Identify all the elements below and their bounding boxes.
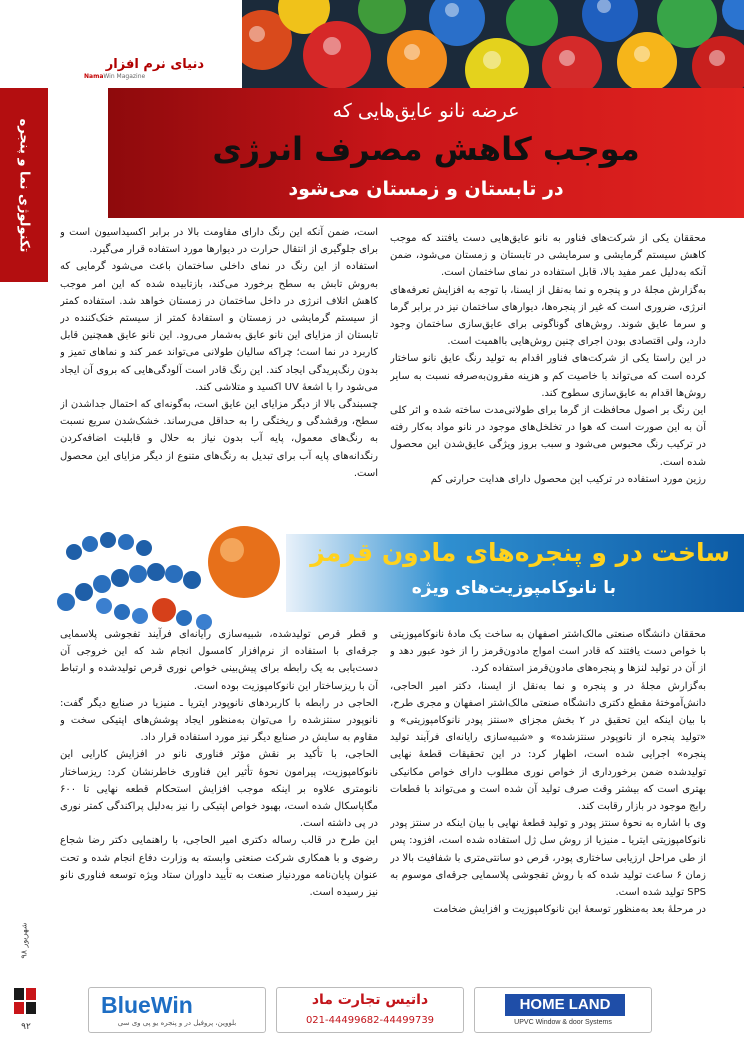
article1-title: موجب کاهش مصرف انرژی bbox=[212, 130, 640, 168]
page-number: ۹۲ bbox=[21, 1022, 31, 1032]
bluewin-tagline: بلووین، پروفیل در و پنجره یو پی وی سی bbox=[117, 1019, 237, 1027]
issue-date-label: شهریور ۹۸ bbox=[19, 921, 29, 959]
nanocomposite-molecule-image bbox=[44, 522, 294, 634]
paragraph: چسبندگی بالا از دیگر مزایای این عایق است، به‌گونه‌ای که احتمال جداشدن از سطح، ورقشدگی و ریختگی را به حداقل می‌رساند. خشک‌شدن سریع نسبت به رنگ‌های معمول، پایه آب بدون نیاز به حلال و قابلیت اضافه‌کردن رنگدانه‌های پایه آب برای تبدیل به رنگ‌های متنوع از دیگر مزایای این محصول است. bbox=[60, 399, 378, 479]
section-sidebar-label bbox=[0, 88, 48, 282]
paragraph: این رنگ بر اصول محافظت از گرما برای طولانی‌مدت ساخته شده و اثر کلی آن به این صورت است که هوا در تخلخل‌های موجود در نانو مواد به‌کار رفته در ترکیب رنگ محبوس می‌شود و سبب بروز ویژگی عایق‌شدن این محصول شده است. bbox=[390, 405, 706, 468]
footer-ads bbox=[60, 987, 744, 1035]
bluewin-logo: BlueWin bbox=[101, 992, 193, 1018]
magazine-mark-icon bbox=[10, 986, 40, 1018]
article1-subtitle: در تابستان و زمستان می‌شود bbox=[288, 178, 564, 200]
homeland-logo: HOME LAND bbox=[505, 994, 625, 1016]
paragraph: است، ضمن آنکه این رنگ دارای مقاومت بالا در برابر اکسیداسیون است و برای جلوگیری از انتقال حرارت در دیوارها مورد استفاده قرار می‌گیرد. bbox=[60, 227, 378, 256]
paragraph: وی با اشاره به نحوۀ سنتز پودر و تولید قطعۀ نهایی با بیان اینکه در سنتز پودر نانوکامپوزیتی ایتریا ـ منیزیا از روش سل ژل استفاده شده است، افزود: پس از طی مراحل ارزیابی ساختاری پودر، قرص دو سانتی‌متری با شفافیت بالا در زمان ۶ ساعت تولید شده که با روش تفجوشی پلاسمایی جرقه‌ای موسوم به SPS تولید شده است. bbox=[390, 818, 706, 899]
paragraph: و قطر قرص تولیدشده، شبیه‌سازی رایانه‌ای فرآیند تفجوشی پلاسمایی جرقه‌ای با استفاده از نرم‌افزار کامسول انجام شد که این خروجی آن دست‌یابی به یک رابطه برای پیش‌بینی خواص نوری قرص تولیدشده و ارتباط آن با ریزساختار این نانوکامپوزیت بوده است. bbox=[60, 629, 378, 692]
article2-column-left bbox=[60, 626, 378, 981]
article1-kicker: عرضه نانو عایق‌هایی که bbox=[332, 100, 520, 122]
sidebar-label: تکنولوژی نما و پنجره bbox=[16, 118, 32, 252]
article2-title-banner bbox=[286, 534, 744, 612]
logo-sub-text: Win Magazine bbox=[103, 73, 146, 80]
paragraph: این طرح در قالب رساله دکتری امیر الحاجی، با راهنمایی دکتر رضا شجاع رضوی و با همکاری شرکت صنعتی وابسته به وزارت دفاع انجام شده و تحت عنوان پایان‌نامه موردنیاز صنعت به تأیید داوران ستاد ویژه توسعه فناوری نانو نیز رسیده است. bbox=[60, 835, 378, 899]
paragraph: در مرحلۀ بعد به‌منظور توسعۀ این نانوکامپوزیت و افزایش ضخامت bbox=[433, 904, 706, 916]
article2-title: ساخت در و پنجره‌های مادون قرمز bbox=[310, 538, 730, 567]
datis-phone: 021-44499682-44499739 bbox=[305, 1015, 435, 1026]
paragraph: در این راستا یکی از شرکت‌های فناور اقدام به تولید رنگ عایق نانو ساختار کرده است که می‌تواند با خاصیت کم و هزینه مقرون‌به‌صرفه نسبت به سایر روش‌ها اقدام به عایق‌سازی سطوح کند. bbox=[390, 353, 706, 399]
article2-subtitle: با نانوکامپوزیت‌های ویژه bbox=[411, 578, 616, 598]
homeland-tagline: UPVC Window & door Systems bbox=[514, 1019, 612, 1026]
article2-column-right bbox=[390, 626, 706, 981]
paragraph: محققان یکی از شرکت‌های فناور به نانو عایق‌هایی دست یافتند که موجب کاهش سیستم گرمایشی و سرمایشی در تابستان و زمستان می‌شود، ضمن آنکه به‌دلیل عمر مفید بالا، قابل استفاده در نمای ساختمان است. bbox=[390, 233, 706, 279]
paragraph: به‌گزارش مجلۀ در و پنجره و نما به‌نقل از ایسنا، دکتر امیر الحاجی، دانش‌آموختۀ مقطع دکتری دانشگاه صنعتی مالک‌اشتر اصفهان و مجری طرح، با بیان اینکه این تحقیق در ۲ بخش مجزای «سنتز پودر نانوکامپوزیتی» و «تولید پنجره از نانوپودر سنتزشده» و «شبیه‌سازی رایانه‌ای فرآیند تولید پنجره» اجرایی شده است، اظهار کرد: در این تحقیقات قطعۀ نهایی تولیدشده ضمن برخورداری از خواص نوری مطلوب دارای خواص مکانیکی بهتری است که بیشتر وقت صرف تولید آن شده است و می‌تواند با قطعات رایج موجود در بازار رقابت کند. bbox=[390, 680, 706, 813]
article1-column-right bbox=[390, 230, 706, 525]
ad-datis[interactable] bbox=[276, 987, 464, 1033]
logo-sub-brand: Nama bbox=[84, 73, 104, 80]
logo-title: دنیای نرم افزار bbox=[105, 57, 204, 72]
article1-column-left bbox=[60, 224, 378, 524]
magazine-logo bbox=[84, 58, 204, 82]
paragraph: رزین مورد استفاده در ترکیب این محصول دارای هدایت حرارتی کم bbox=[430, 473, 706, 485]
paragraph: استفاده از این رنگ در نمای داخلی ساختمان باعث می‌شود گرمایی که به‌روش تابش به سطح برخورد می‌کند، بازتابیده شده که این امر موجب کاهش اتلاف انرژی در داخل ساختمان در زمستان خواهد شد. استفاده کمتر از سیستم گرمایشی در زمستان و استفادۀ کمتر از سیستم خنک‌کننده در تابستان از مزایای این نانو عایق به‌شمار می‌رود. این نانو عایق همچنین قابل کاربرد در نما است؛ چراکه سالیان طولانی می‌تواند عمر کند و نماهای تمیز و بدون رنگ‌پریدگی ایجاد کند. این رنگ قادر است آلودگی‌هایی که بروی آن ایجاد می‌شود را با اشعۀ UV اکسید و متلاشی کند. bbox=[60, 261, 378, 393]
paragraph: به‌گزارش مجلۀ در و پنجره و نما به‌نقل از ایسنا، با توجه به افزایش تعرفه‌های انرژی، ضروری است که غیر از پنجره‌ها، دیوارهای ساختمان نیز در برابر گرما و سرما عایق شوند. روش‌های گوناگونی برای عایق‌سازی ساختمان وجود دارد، ولی اقتصادی بودن اجرای چنین روش‌هایی بااهمیت است. bbox=[390, 284, 706, 348]
paragraph: الحاجی در رابطه با کاربردهای نانوپودر ایتریا ـ منیزیا در صنایع دیگر گفت: نانوپودر سنتزشده را می‌توان به‌منظور ایجاد پوشش‌های اپتیکی سخت و مقاوم به سایش در صنایع دیگر نیز مورد استفاده قرار داد. bbox=[60, 697, 378, 744]
issue-date bbox=[14, 900, 34, 980]
datis-name: داتیس تجارت ماد bbox=[311, 992, 429, 1008]
article1-title-band bbox=[108, 88, 744, 218]
logo-subtitle bbox=[84, 73, 204, 80]
colored-spheres-image bbox=[242, 0, 744, 96]
ad-homeland[interactable] bbox=[474, 987, 652, 1033]
ad-bluewin[interactable] bbox=[88, 987, 266, 1033]
paragraph: محققان دانشگاه صنعتی مالک‌اشتر اصفهان به ساخت یک مادۀ نانوکامپوزیتی با خواص دست یافتند که قادر است امواج مادون‌قرمز را از خود عبور دهد و از آن در تولید لنزها و پنجره‌های مادون‌قرمز استفاده کرد. bbox=[390, 629, 706, 675]
paragraph: الحاجی، با تأکید بر نقش مؤثر فناوری نانو در افزایش کارایی این نانوکامپوزیت، پیرامون نحوۀ تأثیر این فناوری خاطرنشان کرد: ریزساختار نانومتری علاوه بر اینکه موجب افزایش استحکام قطعه نهایی تا ۶۰۰ مگاپاسکال شده است، بهبود خواص اپتیکی را نیز به‌دلیل پراکندگی کمتر نوری در پی داشته است. bbox=[60, 749, 378, 830]
